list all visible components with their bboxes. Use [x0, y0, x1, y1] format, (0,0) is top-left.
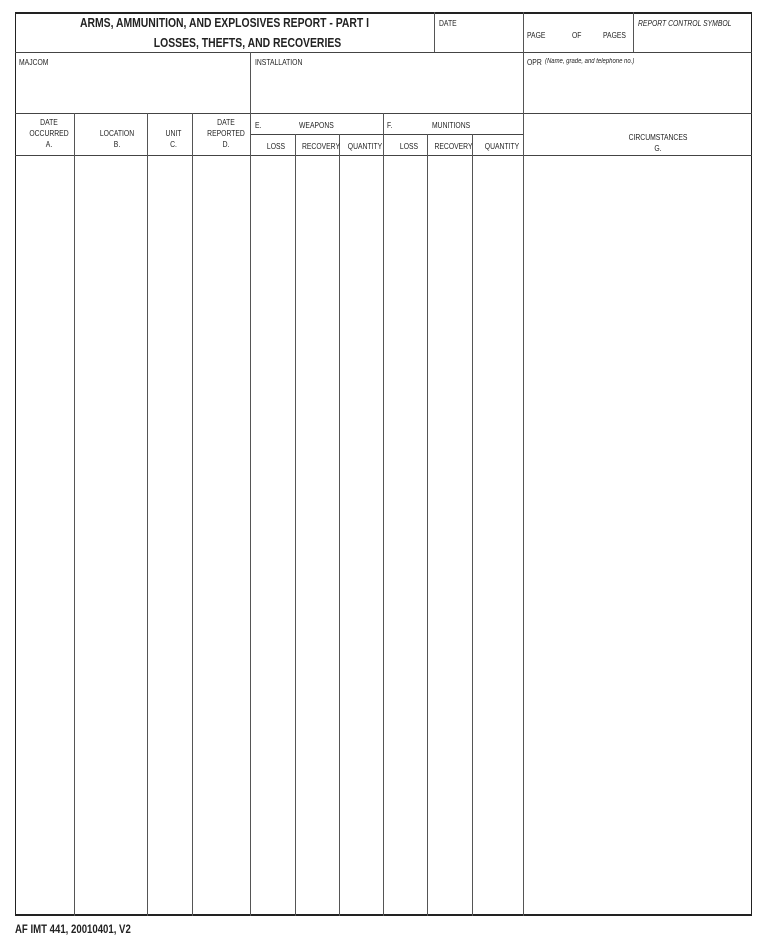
pages-label: PAGES	[603, 31, 626, 40]
entry-area[interactable]	[15, 155, 752, 916]
date-label: DATE	[439, 19, 457, 28]
majcom-label: MAJCOM	[19, 58, 49, 67]
munitions-quantity-header: QUANTITY	[484, 142, 520, 151]
installation-label: INSTALLATION	[255, 58, 303, 67]
col-a-header: DATE OCCURRED A.	[29, 118, 69, 149]
weapons-recovery-header: RECOVERY	[301, 142, 341, 151]
weapons-loss-header: LOSS	[266, 142, 286, 151]
form-subtitle: LOSSES, THEFTS, AND RECOVERIES	[153, 35, 342, 50]
col-d-header: DATE REPORTED D.	[207, 118, 245, 149]
date-field[interactable]	[434, 12, 523, 52]
rcs-label: REPORT CONTROL SYMBOL	[638, 19, 732, 28]
rcs-field[interactable]	[633, 12, 752, 52]
opr-hint: (Name, grade, and telephone no.)	[545, 58, 635, 65]
opr-field[interactable]	[523, 52, 752, 113]
opr-label: OPR	[527, 58, 542, 67]
form-title: ARMS, AMMUNITION, AND EXPLOSIVES REPORT - PART I	[79, 15, 370, 30]
munitions-recovery-header: RECOVERY	[434, 142, 473, 151]
weapons-quantity-header: QUANTITY	[347, 142, 383, 151]
col-e-header: WEAPONS	[299, 121, 334, 130]
page-field[interactable]	[523, 12, 633, 52]
munitions-loss-header: LOSS	[399, 142, 419, 151]
installation-field[interactable]	[250, 52, 523, 113]
form-footer: AF IMT 441, 20010401, V2	[15, 922, 131, 936]
majcom-field[interactable]	[15, 52, 250, 113]
col-e-letter: E.	[255, 121, 262, 130]
of-label: OF	[572, 31, 582, 40]
col-f-header: MUNITIONS	[432, 121, 471, 130]
col-c-header: UNIT C.	[165, 129, 182, 149]
page-label: PAGE	[527, 31, 546, 40]
col-g-header: CIRCUMSTANCES G.	[628, 133, 688, 153]
col-b-header: LOCATION B.	[99, 129, 135, 149]
col-f-letter: F.	[387, 121, 393, 130]
